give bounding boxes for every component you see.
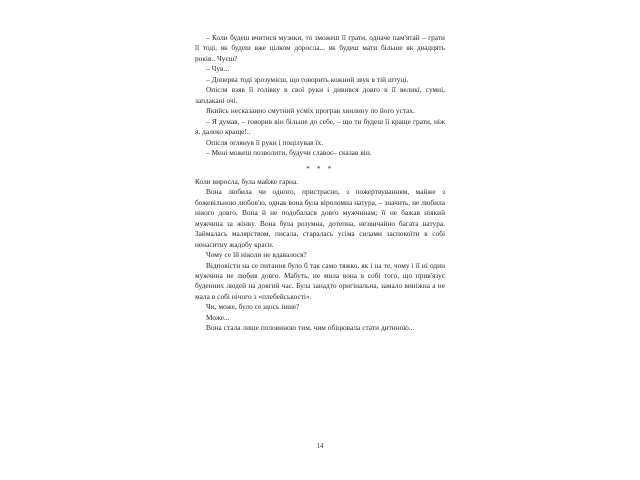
paragraph: Може...	[206, 312, 230, 322]
page-number: 14	[316, 442, 324, 450]
page-text-block	[195, 33, 445, 334]
paragraph: Чи, може, було се щось інше?	[206, 302, 300, 312]
paragraph: Чому се їй ніколи не вдавалося?	[206, 250, 307, 260]
paragraph: – Чув...	[206, 64, 230, 74]
paragraph: Відповісти на се питання було б так само тяжко, як і на те, чому і її ні один мужчина не любив довго. Мабуть, не мила вона в собі того, що прив'язує буденних людей на довгий час. Була занадто оригінальна, замало виніжна а не мала в собі нічого з «плебейськості».	[195, 260, 445, 301]
paragraph: Опісля оглянув її руки і поцілував їх.	[206, 137, 324, 147]
paragraph: – Коли будеш вчитися музики, то зможеш її грати, одначе пам'ятай – грати її тоді, як будеш вже цілком доросла... як будеш мати більше як двадцять років.. Чуєш?	[195, 33, 445, 63]
paragraph: Вона любила чи одного, пристрасно, з пожертвуванням, майже з божевільною любов'ю, однак вона була віроломна натура, – значить, не любила нікого довго. Вона й не подобалася довго мужчинам; її не бажав ніякий мужчина за жінку. Вона була розумна, дотепна, незвичайно багата натура. Займалась малярством, писала, старалась усіма силами заспокоїти в собі ненаситну жадобу краси.	[195, 187, 445, 249]
paragraph: Коли виросла, була майже гарна.	[195, 176, 299, 186]
paragraph: Якийсь несказанно смутний усміх програв хвилину по його устах.	[206, 106, 415, 116]
paragraph: – Доперва тоді зрозумієш, що говорить кожний звук в тій штуці.	[206, 74, 409, 84]
paragraph: – Я думав, – говорив він більше до себе, – що ти будеш її краще грати, ніж я, далеко краще!..	[195, 116, 445, 137]
paragraph: – Мені можеш позволити, будучи славоє– сказав він.	[206, 147, 372, 157]
paragraph: Вона стала лише половиною тим, чим обіцювала стати дитиною...	[206, 323, 415, 333]
scene-break-separator: * * *	[306, 163, 334, 173]
paragraph: Опісля взяв її голівку в свої руки і дивився довго в її великі, сумні, заплакані очі.	[195, 85, 445, 105]
